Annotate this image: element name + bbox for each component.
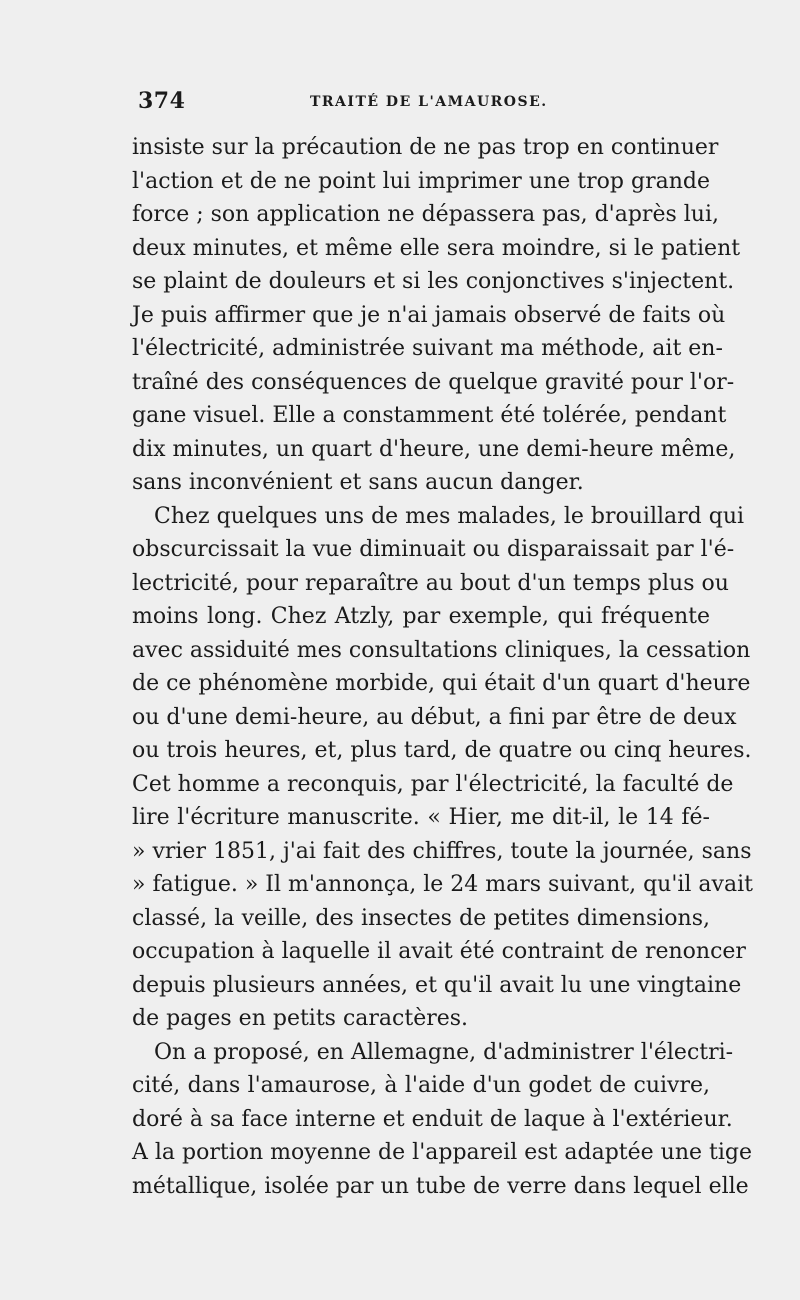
text-line: ou d'une demi-heure, au début, a fini par être de deux	[132, 704, 737, 730]
text-line: obscurcissait la vue diminuait ou disparaissait par l'é-	[132, 537, 735, 562]
text-line: gane visuel. Elle a constamment été tolérée, pendant	[132, 403, 727, 428]
text-line: sans inconvénient et sans aucun danger.	[132, 470, 584, 495]
text-line: se plaint de douleurs et si les conjonctives s'injectent.	[132, 269, 735, 294]
page-header	[138, 88, 718, 118]
text-line: lire l'écriture manuscrite. « Hier, me dit-il, le 14 fé-	[132, 805, 710, 830]
body-text	[132, 131, 753, 1203]
text-line: dix minutes, un quart d'heure, une demi-heure même,	[132, 436, 736, 462]
text-line: l'électricité, administrée suivant ma méthode, ait en-	[132, 336, 723, 361]
text-line: occupation à laquelle il avait été contraint de renoncer	[132, 939, 746, 964]
text-line: classé, la veille, des insectes de petites dimensions,	[132, 905, 710, 931]
text-line: A la portion moyenne de l'appareil est adaptée une tige	[132, 1140, 752, 1165]
text-line: Je puis affirmer que je n'ai jamais observé de faits où	[132, 302, 726, 328]
text-line: » fatigue. » Il m'annonça, le 24 mars suivant, qu'il avait	[132, 872, 753, 897]
text-line: deux minutes, et même elle sera moindre, si le patient	[132, 235, 741, 261]
text-line: ou trois heures, et, plus tard, de quatre ou cinq heures.	[132, 738, 752, 763]
text-line: Cet homme a reconquis, par l'électricité, la faculté de	[132, 771, 734, 797]
text-line: cité, dans l'amaurose, à l'aide d'un godet de cuivre,	[132, 1073, 710, 1098]
text-line: force ; son application ne dépassera pas, d'après lui,	[132, 202, 719, 227]
paragraph-start-line: Chez quelques uns de mes malades, le brouillard qui	[154, 503, 745, 529]
text-line: insiste sur la précaution de ne pas trop en continuer	[132, 135, 719, 160]
text-line: doré à sa face interne et enduit de laque à l'extérieur.	[132, 1106, 733, 1132]
text-line: » vrier 1851, j'ai fait des chiffres, toute la journée, sans	[132, 838, 752, 864]
page-number: 374	[138, 88, 186, 114]
paragraph-start-line: On a proposé, en Allemagne, d'administrer l'électri-	[154, 1039, 734, 1065]
running-title: TRAITÉ DE L'AMAUROSE.	[310, 94, 548, 110]
text-line: lectricité, pour reparaître au bout d'un temps plus ou	[132, 570, 729, 596]
text-line: moins long. Chez Atzly, par exemple, qui fréquente	[132, 604, 710, 629]
text-line: métallique, isolée par un tube de verre dans lequel elle	[132, 1173, 749, 1199]
text-line: de pages en petits caractères.	[132, 1006, 469, 1031]
text-line: de ce phénomène morbide, qui était d'un quart d'heure	[132, 671, 751, 696]
text-line: traîné des conséquences de quelque gravité pour l'or-	[132, 369, 735, 395]
text-line: l'action et de ne point lui imprimer une trop grande	[132, 168, 710, 194]
text-line: avec assiduité mes consultations cliniques, la cessation	[132, 637, 751, 663]
text-line: depuis plusieurs années, et qu'il avait lu une vingtaine	[132, 972, 742, 998]
